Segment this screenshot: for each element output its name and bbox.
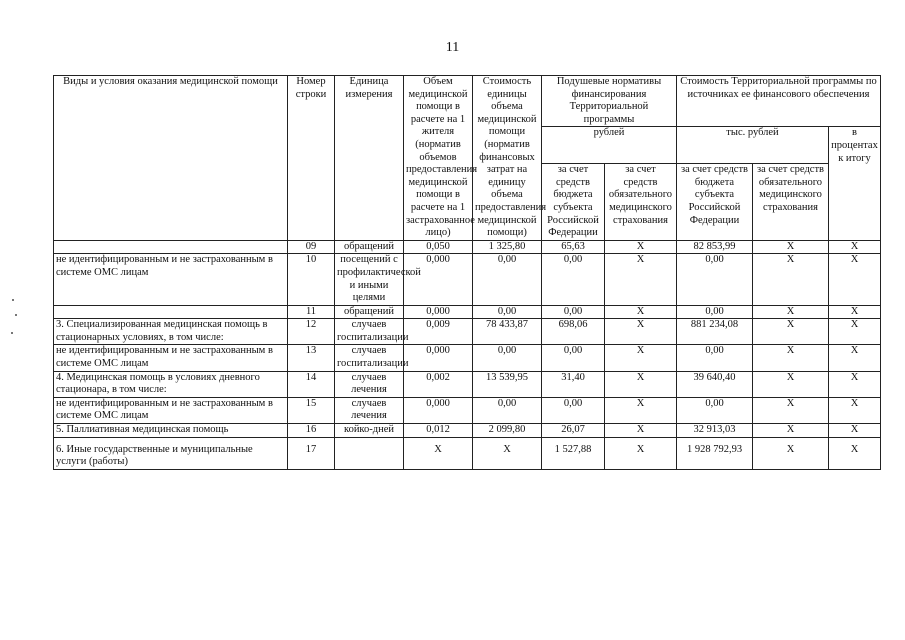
row-percent: X: [829, 397, 881, 423]
row-number: 17: [288, 437, 335, 469]
row-total-budget: 0,00: [677, 345, 753, 371]
row-total-budget: 82 853,99: [677, 240, 753, 254]
header-row-no: Номер строки: [288, 76, 335, 241]
row-volume: 0,002: [404, 371, 473, 397]
row-name: 5. Паллиативная медицинская помощь: [54, 424, 288, 438]
header-kinds: Виды и условия оказания медицинской помощи: [54, 76, 288, 241]
header-oms-total: за счет средств обязательного медицинского страхования: [753, 164, 829, 241]
row-per-capita-oms: X: [605, 319, 677, 345]
row-cost: 0,00: [473, 254, 542, 305]
row-total-oms: X: [753, 397, 829, 423]
row-name: не идентифицированным и не застрахованным в системе ОМС лицам: [54, 397, 288, 423]
page-number: 11: [445, 40, 460, 55]
row-per-capita-budget: 698,06: [542, 319, 605, 345]
row-per-capita-oms: X: [605, 424, 677, 438]
row-percent: X: [829, 240, 881, 254]
table-row: [54, 305, 881, 319]
row-per-capita-oms: X: [605, 305, 677, 319]
row-unit: случаев госпитализации: [335, 345, 404, 371]
row-cost: 13 539,95: [473, 371, 542, 397]
table-row: [54, 240, 881, 254]
row-total-oms: X: [753, 437, 829, 469]
table-row: [54, 254, 881, 305]
row-total-oms: X: [753, 319, 829, 345]
table-row: [54, 397, 881, 423]
row-per-capita-oms: X: [605, 437, 677, 469]
row-unit: посещений с профилактической и иными целями: [335, 254, 404, 305]
row-total-oms: X: [753, 345, 829, 371]
row-number: 16: [288, 424, 335, 438]
row-per-capita-budget: 0,00: [542, 254, 605, 305]
row-per-capita-oms: X: [605, 397, 677, 423]
row-per-capita-oms: X: [605, 254, 677, 305]
row-per-capita-budget: 0,00: [542, 345, 605, 371]
scan-speck: [15, 314, 17, 316]
financing-table: [53, 75, 881, 470]
row-volume: 0,009: [404, 319, 473, 345]
row-number: 11: [288, 305, 335, 319]
row-per-capita-budget: 0,00: [542, 397, 605, 423]
row-unit: случаев лечения: [335, 397, 404, 423]
scan-speck: [12, 299, 14, 301]
header-budget-per-capita: за счет средств бюджета субъекта Российской Федерации: [542, 164, 605, 241]
row-per-capita-budget: 1 527,88: [542, 437, 605, 469]
row-name: [54, 240, 288, 254]
row-number: 10: [288, 254, 335, 305]
row-name: 4. Медицинская помощь в условиях дневного стационара, в том числе:: [54, 371, 288, 397]
row-total-budget: 1 928 792,93: [677, 437, 753, 469]
header-volume: Объем медицинской помощи в расчете на 1 жителя (норматив объемов предоставления медицинской помощи в расчете на 1 застрахованное лицо): [404, 76, 473, 241]
row-number: 12: [288, 319, 335, 345]
row-total-oms: X: [753, 305, 829, 319]
row-name: 6. Иные государственные и муниципальные услуги (работы): [54, 437, 288, 469]
row-unit: случаев госпитализации: [335, 319, 404, 345]
row-unit: обращений: [335, 305, 404, 319]
table-row: [54, 371, 881, 397]
row-cost: 78 433,87: [473, 319, 542, 345]
row-total-budget: 32 913,03: [677, 424, 753, 438]
row-unit: койко-дней: [335, 424, 404, 438]
row-per-capita-budget: 65,63: [542, 240, 605, 254]
row-volume: 0,000: [404, 305, 473, 319]
row-unit: случаев лечения: [335, 371, 404, 397]
row-number: 09: [288, 240, 335, 254]
row-total-oms: X: [753, 254, 829, 305]
row-volume: 0,000: [404, 345, 473, 371]
row-percent: X: [829, 345, 881, 371]
scan-speck: [11, 332, 13, 334]
row-cost: 0,00: [473, 305, 542, 319]
row-total-oms: X: [753, 424, 829, 438]
row-total-oms: X: [753, 240, 829, 254]
header-thous-rub: тыс. рублей: [677, 127, 829, 164]
row-cost: 1 325,80: [473, 240, 542, 254]
row-percent: X: [829, 305, 881, 319]
row-name: не идентифицированным и не застрахованным в системе ОМС лицам: [54, 345, 288, 371]
row-percent: X: [829, 437, 881, 469]
header-oms-per-capita: за счет средств обязательного медицинского страхования: [605, 164, 677, 241]
row-per-capita-budget: 26,07: [542, 424, 605, 438]
row-name: 3. Специализированная медицинская помощь в стационарных условиях, в том числе:: [54, 319, 288, 345]
row-volume: 0,012: [404, 424, 473, 438]
row-total-budget: 881 234,08: [677, 319, 753, 345]
row-volume: 0,050: [404, 240, 473, 254]
row-cost: X: [473, 437, 542, 469]
row-per-capita-oms: X: [605, 345, 677, 371]
row-unit: [335, 437, 404, 469]
row-percent: X: [829, 254, 881, 305]
row-number: 13: [288, 345, 335, 371]
row-volume: 0,000: [404, 397, 473, 423]
table-row: [54, 345, 881, 371]
table-row: [54, 319, 881, 345]
header-cost: Стоимость единицы объема медицинской помощи (норматив финансовых затрат на единицу объема предоставления медицинской помощи): [473, 76, 542, 241]
row-percent: X: [829, 424, 881, 438]
header-per-capita: Подушевые нормативы финансирования Территориальной программы: [542, 76, 677, 127]
row-per-capita-budget: 31,40: [542, 371, 605, 397]
row-name: не идентифицированным и не застрахованным в системе ОМС лицам: [54, 254, 288, 305]
row-total-budget: 0,00: [677, 397, 753, 423]
row-number: 15: [288, 397, 335, 423]
row-percent: X: [829, 371, 881, 397]
row-per-capita-oms: X: [605, 371, 677, 397]
header-percent: в процентах к итогу: [829, 127, 881, 240]
row-per-capita-budget: 0,00: [542, 305, 605, 319]
row-total-budget: 39 640,40: [677, 371, 753, 397]
row-total-budget: 0,00: [677, 305, 753, 319]
row-cost: 0,00: [473, 397, 542, 423]
header-unit: Единица измерения: [335, 76, 404, 241]
row-volume: 0,000: [404, 254, 473, 305]
row-cost: 2 099,80: [473, 424, 542, 438]
header-rub: рублей: [542, 127, 677, 164]
row-name: [54, 305, 288, 319]
header-budget-total: за счет средств бюджета субъекта Российской Федерации: [677, 164, 753, 241]
row-total-budget: 0,00: [677, 254, 753, 305]
row-unit: обращений: [335, 240, 404, 254]
table-row: [54, 424, 881, 438]
row-number: 14: [288, 371, 335, 397]
row-cost: 0,00: [473, 345, 542, 371]
row-per-capita-oms: X: [605, 240, 677, 254]
table-row: [54, 437, 881, 469]
row-total-oms: X: [753, 371, 829, 397]
row-volume: X: [404, 437, 473, 469]
row-percent: X: [829, 319, 881, 345]
header-program-cost: Стоимость Территориальной программы по источниках ее финансового обеспечения: [677, 76, 881, 127]
